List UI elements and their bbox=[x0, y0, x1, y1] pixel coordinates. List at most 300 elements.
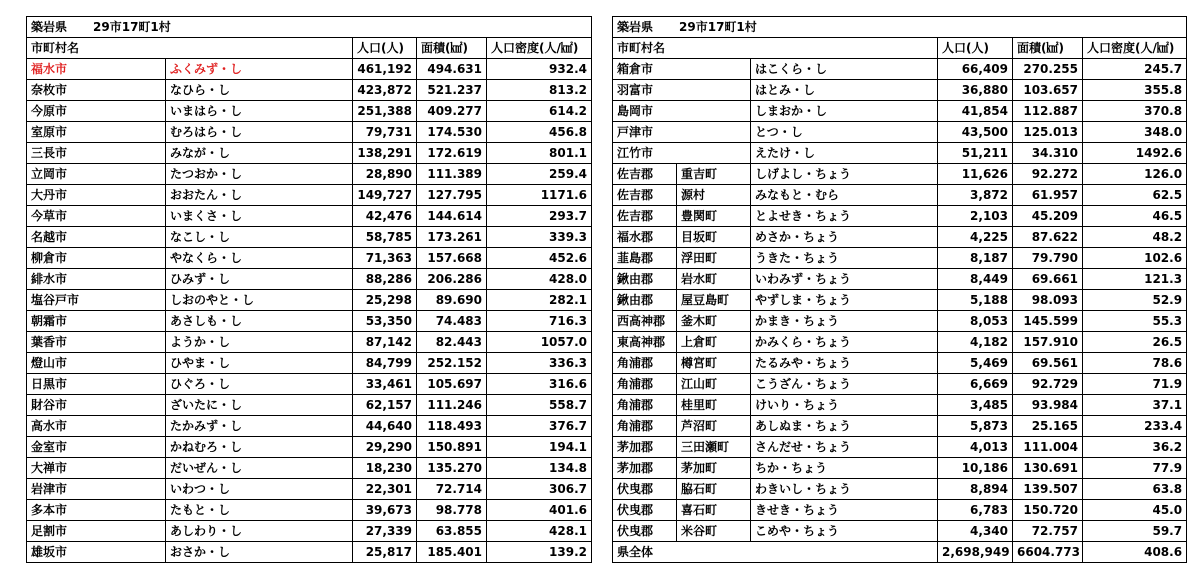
municipality-name: 桂里町 bbox=[677, 395, 751, 416]
area-value: 82.443 bbox=[417, 332, 487, 353]
density-value: 259.4 bbox=[487, 164, 592, 185]
density-value: 370.8 bbox=[1083, 101, 1187, 122]
table-row bbox=[27, 542, 592, 563]
density-value: 456.8 bbox=[487, 122, 592, 143]
population-value: 18,230 bbox=[353, 458, 417, 479]
population-value: 461,192 bbox=[353, 59, 417, 80]
municipality-name: 葉香市 bbox=[27, 332, 166, 353]
municipality-name: 室原市 bbox=[27, 122, 166, 143]
area-value: 72.757 bbox=[1013, 521, 1083, 542]
municipality-name: 立岡市 bbox=[27, 164, 166, 185]
population-value: 88,286 bbox=[353, 269, 417, 290]
population-value: 251,388 bbox=[353, 101, 417, 122]
municipality-name: 大禅市 bbox=[27, 458, 166, 479]
district-name: 東高神郡 bbox=[613, 332, 677, 353]
area-value: 521.237 bbox=[417, 80, 487, 101]
table-row bbox=[27, 185, 592, 206]
area-value: 125.013 bbox=[1013, 122, 1083, 143]
table-row bbox=[27, 374, 592, 395]
municipality-name: 三長市 bbox=[27, 143, 166, 164]
municipality-name: 芦沼町 bbox=[677, 416, 751, 437]
municipality-reading: ようか・し bbox=[166, 332, 353, 353]
density-value: 46.5 bbox=[1083, 206, 1187, 227]
population-value: 51,211 bbox=[938, 143, 1013, 164]
population-value: 423,872 bbox=[353, 80, 417, 101]
table-row bbox=[613, 500, 1187, 521]
density-value: 48.2 bbox=[1083, 227, 1187, 248]
district-name: 角浦郡 bbox=[613, 395, 677, 416]
population-value: 43,500 bbox=[938, 122, 1013, 143]
table-row bbox=[27, 311, 592, 332]
area-value: 34.310 bbox=[1013, 143, 1083, 164]
municipality-name: 屋豆島町 bbox=[677, 290, 751, 311]
population-value: 4,225 bbox=[938, 227, 1013, 248]
municipality-reading: あしぬま・ちょう bbox=[751, 416, 938, 437]
population-value: 8,053 bbox=[938, 311, 1013, 332]
density-value: 376.7 bbox=[487, 416, 592, 437]
area-value: 157.668 bbox=[417, 248, 487, 269]
area-value: 130.691 bbox=[1013, 458, 1083, 479]
table-row bbox=[27, 290, 592, 311]
municipality-reading: いわつ・し bbox=[166, 479, 353, 500]
population-value: 8,449 bbox=[938, 269, 1013, 290]
density-value: 813.2 bbox=[487, 80, 592, 101]
area-value: 79.790 bbox=[1013, 248, 1083, 269]
municipality-reading: こめや・ちょう bbox=[751, 521, 938, 542]
density-value: 233.4 bbox=[1083, 416, 1187, 437]
municipality-name: 浮田町 bbox=[677, 248, 751, 269]
table-row bbox=[27, 500, 592, 521]
municipality-reading: やなくら・し bbox=[166, 248, 353, 269]
population-value: 5,873 bbox=[938, 416, 1013, 437]
municipality-reading: とよせき・ちょう bbox=[751, 206, 938, 227]
total-row bbox=[613, 542, 1187, 563]
municipality-name: 大丹市 bbox=[27, 185, 166, 206]
table-row bbox=[613, 290, 1187, 311]
municipality-name: 日黒市 bbox=[27, 374, 166, 395]
population-value: 36,880 bbox=[938, 80, 1013, 101]
municipality-name: 茅加町 bbox=[677, 458, 751, 479]
area-value: 92.272 bbox=[1013, 164, 1083, 185]
area-value: 72.714 bbox=[417, 479, 487, 500]
table-row bbox=[27, 395, 592, 416]
density-value: 558.7 bbox=[487, 395, 592, 416]
density-value: 62.5 bbox=[1083, 185, 1187, 206]
density-value: 134.8 bbox=[487, 458, 592, 479]
population-value: 6,783 bbox=[938, 500, 1013, 521]
density-value: 26.5 bbox=[1083, 332, 1187, 353]
municipality-reading: あさしも・し bbox=[166, 311, 353, 332]
table-row bbox=[27, 80, 592, 101]
municipality-count: 29市17町1村 bbox=[93, 20, 171, 34]
density-value: 45.0 bbox=[1083, 500, 1187, 521]
density-value: 52.9 bbox=[1083, 290, 1187, 311]
table-row bbox=[27, 101, 592, 122]
population-value: 5,188 bbox=[938, 290, 1013, 311]
area-value: 185.401 bbox=[417, 542, 487, 563]
table-title-row bbox=[613, 17, 1187, 38]
total-area: 6604.773 bbox=[1013, 542, 1083, 563]
municipality-reading: ひぐろ・し bbox=[166, 374, 353, 395]
population-value: 10,186 bbox=[938, 458, 1013, 479]
municipality-reading: むろはら・し bbox=[166, 122, 353, 143]
municipality-name: 岩水町 bbox=[677, 269, 751, 290]
population-value: 39,673 bbox=[353, 500, 417, 521]
table-row bbox=[27, 437, 592, 458]
municipality-reading: めさか・ちょう bbox=[751, 227, 938, 248]
density-value: 126.0 bbox=[1083, 164, 1187, 185]
density-value: 316.6 bbox=[487, 374, 592, 395]
municipality-reading: ひやま・し bbox=[166, 353, 353, 374]
district-name: 茅加郡 bbox=[613, 458, 677, 479]
density-value: 1057.0 bbox=[487, 332, 592, 353]
area-value: 150.720 bbox=[1013, 500, 1083, 521]
municipality-name: 雄坂市 bbox=[27, 542, 166, 563]
population-value: 3,872 bbox=[938, 185, 1013, 206]
population-value: 33,461 bbox=[353, 374, 417, 395]
density-value: 36.2 bbox=[1083, 437, 1187, 458]
population-value: 84,799 bbox=[353, 353, 417, 374]
municipality-name: 財谷市 bbox=[27, 395, 166, 416]
header-area: 面積(㎢) bbox=[417, 38, 487, 59]
population-value: 4,013 bbox=[938, 437, 1013, 458]
area-value: 111.004 bbox=[1013, 437, 1083, 458]
density-value: 1171.6 bbox=[487, 185, 592, 206]
municipality-reading: いまはら・し bbox=[166, 101, 353, 122]
density-value: 293.7 bbox=[487, 206, 592, 227]
municipality-reading: いわみず・ちょう bbox=[751, 269, 938, 290]
municipality-name: 豊関町 bbox=[677, 206, 751, 227]
municipality-reading: うきた・ちょう bbox=[751, 248, 938, 269]
table-row bbox=[613, 164, 1187, 185]
table-row bbox=[613, 395, 1187, 416]
table-row bbox=[613, 437, 1187, 458]
municipality-reading: けいり・ちょう bbox=[751, 395, 938, 416]
area-value: 127.795 bbox=[417, 185, 487, 206]
population-value: 8,894 bbox=[938, 479, 1013, 500]
population-value: 44,640 bbox=[353, 416, 417, 437]
population-value: 138,291 bbox=[353, 143, 417, 164]
table-row bbox=[613, 227, 1187, 248]
header-density: 人口密度(人/㎢) bbox=[487, 38, 592, 59]
municipality-reading: かまき・ちょう bbox=[751, 311, 938, 332]
municipality-name: 塩谷戸市 bbox=[27, 290, 166, 311]
municipality-reading: えたけ・し bbox=[751, 143, 938, 164]
area-value: 111.389 bbox=[417, 164, 487, 185]
population-value: 11,626 bbox=[938, 164, 1013, 185]
density-value: 306.7 bbox=[487, 479, 592, 500]
municipality-name: 柳倉市 bbox=[27, 248, 166, 269]
table-row bbox=[27, 479, 592, 500]
municipality-reading: とつ・し bbox=[751, 122, 938, 143]
municipality-name: 岩津市 bbox=[27, 479, 166, 500]
table-row bbox=[27, 122, 592, 143]
table-row bbox=[27, 248, 592, 269]
table-row bbox=[27, 59, 592, 80]
table-row bbox=[613, 80, 1187, 101]
population-value: 62,157 bbox=[353, 395, 417, 416]
area-value: 61.957 bbox=[1013, 185, 1083, 206]
header-population: 人口(人) bbox=[938, 38, 1013, 59]
area-value: 409.277 bbox=[417, 101, 487, 122]
table-title-row bbox=[27, 17, 592, 38]
table-row bbox=[613, 185, 1187, 206]
density-value: 55.3 bbox=[1083, 311, 1187, 332]
area-value: 111.246 bbox=[417, 395, 487, 416]
density-value: 801.1 bbox=[487, 143, 592, 164]
density-value: 59.7 bbox=[1083, 521, 1187, 542]
population-value: 79,731 bbox=[353, 122, 417, 143]
municipality-reading: かねむろ・し bbox=[166, 437, 353, 458]
density-value: 77.9 bbox=[1083, 458, 1187, 479]
density-value: 428.0 bbox=[487, 269, 592, 290]
district-name: 伏曳郡 bbox=[613, 500, 677, 521]
municipality-name: 源村 bbox=[677, 185, 751, 206]
density-value: 339.3 bbox=[487, 227, 592, 248]
district-name: 佐吉郡 bbox=[613, 185, 677, 206]
table-row bbox=[613, 458, 1187, 479]
table-row bbox=[27, 416, 592, 437]
area-value: 144.614 bbox=[417, 206, 487, 227]
table-row bbox=[613, 374, 1187, 395]
population-value: 8,187 bbox=[938, 248, 1013, 269]
density-value: 716.3 bbox=[487, 311, 592, 332]
area-value: 145.599 bbox=[1013, 311, 1083, 332]
district-name: 伏曳郡 bbox=[613, 521, 677, 542]
table-row bbox=[613, 101, 1187, 122]
density-value: 121.3 bbox=[1083, 269, 1187, 290]
prefecture-name: 築岩県 bbox=[31, 20, 68, 34]
municipality-reading: こうざん・ちょう bbox=[751, 374, 938, 395]
municipality-reading: きせき・ちょう bbox=[751, 500, 938, 521]
municipality-name: 福水市 bbox=[27, 59, 166, 80]
population-value: 58,785 bbox=[353, 227, 417, 248]
area-value: 74.483 bbox=[417, 311, 487, 332]
density-value: 348.0 bbox=[1083, 122, 1187, 143]
area-value: 63.855 bbox=[417, 521, 487, 542]
table-row bbox=[27, 206, 592, 227]
left-municipality-table bbox=[26, 16, 592, 563]
municipality-reading: なひら・し bbox=[166, 80, 353, 101]
district-name: 角浦郡 bbox=[613, 353, 677, 374]
municipality-reading: ざいたに・し bbox=[166, 395, 353, 416]
municipality-name: 高水市 bbox=[27, 416, 166, 437]
municipality-name: 燈山市 bbox=[27, 353, 166, 374]
area-value: 69.661 bbox=[1013, 269, 1083, 290]
area-value: 118.493 bbox=[417, 416, 487, 437]
density-value: 71.9 bbox=[1083, 374, 1187, 395]
density-value: 452.6 bbox=[487, 248, 592, 269]
area-value: 174.530 bbox=[417, 122, 487, 143]
population-value: 42,476 bbox=[353, 206, 417, 227]
area-value: 98.093 bbox=[1013, 290, 1083, 311]
district-name: 韮島郡 bbox=[613, 248, 677, 269]
municipality-reading: わきいし・ちょう bbox=[751, 479, 938, 500]
municipality-reading: だいぜん・し bbox=[166, 458, 353, 479]
density-value: 355.8 bbox=[1083, 80, 1187, 101]
density-value: 245.7 bbox=[1083, 59, 1187, 80]
population-value: 3,485 bbox=[938, 395, 1013, 416]
municipality-reading: あしわり・し bbox=[166, 521, 353, 542]
municipality-name: 重吉町 bbox=[677, 164, 751, 185]
district-name: 伏曳郡 bbox=[613, 479, 677, 500]
table-row bbox=[613, 353, 1187, 374]
municipality-reading: ちか・ちょう bbox=[751, 458, 938, 479]
density-value: 37.1 bbox=[1083, 395, 1187, 416]
table-row bbox=[27, 353, 592, 374]
density-value: 282.1 bbox=[487, 290, 592, 311]
municipality-name: 米谷町 bbox=[677, 521, 751, 542]
area-value: 69.561 bbox=[1013, 353, 1083, 374]
table-row bbox=[613, 269, 1187, 290]
area-value: 112.887 bbox=[1013, 101, 1083, 122]
table-row bbox=[27, 332, 592, 353]
district-name: 鍬由郡 bbox=[613, 269, 677, 290]
district-name: 佐吉郡 bbox=[613, 206, 677, 227]
density-value: 932.4 bbox=[487, 59, 592, 80]
municipality-reading: おさか・し bbox=[166, 542, 353, 563]
municipality-name: 奈枚市 bbox=[27, 80, 166, 101]
table-row bbox=[27, 164, 592, 185]
table-row bbox=[613, 248, 1187, 269]
municipality-reading: たかみず・し bbox=[166, 416, 353, 437]
district-name: 西高神郡 bbox=[613, 311, 677, 332]
header-row bbox=[27, 38, 592, 59]
municipality-reading: しげよし・ちょう bbox=[751, 164, 938, 185]
table-row bbox=[27, 269, 592, 290]
table-row bbox=[27, 227, 592, 248]
area-value: 89.690 bbox=[417, 290, 487, 311]
total-population: 2,698,949 bbox=[938, 542, 1013, 563]
municipality-reading: たつおか・し bbox=[166, 164, 353, 185]
header-population: 人口(人) bbox=[353, 38, 417, 59]
population-value: 66,409 bbox=[938, 59, 1013, 80]
area-value: 98.778 bbox=[417, 500, 487, 521]
total-label: 県全体 bbox=[613, 542, 938, 563]
municipality-reading: たるみや・ちょう bbox=[751, 353, 938, 374]
municipality-reading: しおのやと・し bbox=[166, 290, 353, 311]
municipality-name: 喜石町 bbox=[677, 500, 751, 521]
table-row bbox=[613, 59, 1187, 80]
area-value: 105.697 bbox=[417, 374, 487, 395]
population-value: 25,298 bbox=[353, 290, 417, 311]
population-value: 22,301 bbox=[353, 479, 417, 500]
municipality-reading: みなが・し bbox=[166, 143, 353, 164]
district-name: 鍬由郡 bbox=[613, 290, 677, 311]
municipality-reading: みなもと・むら bbox=[751, 185, 938, 206]
density-value: 78.6 bbox=[1083, 353, 1187, 374]
district-name: 角浦郡 bbox=[613, 416, 677, 437]
municipality-reading: はとみ・し bbox=[751, 80, 938, 101]
population-value: 6,669 bbox=[938, 374, 1013, 395]
area-value: 157.910 bbox=[1013, 332, 1083, 353]
population-value: 41,854 bbox=[938, 101, 1013, 122]
density-value: 336.3 bbox=[487, 353, 592, 374]
table-row bbox=[613, 416, 1187, 437]
area-value: 270.255 bbox=[1013, 59, 1083, 80]
municipality-reading: はこくら・し bbox=[751, 59, 938, 80]
density-value: 63.8 bbox=[1083, 479, 1187, 500]
municipality-reading: おおたん・し bbox=[166, 185, 353, 206]
area-value: 25.165 bbox=[1013, 416, 1083, 437]
table-row bbox=[613, 206, 1187, 227]
municipality-count: 29市17町1村 bbox=[679, 20, 757, 34]
municipality-name: 箱倉市 bbox=[613, 59, 751, 80]
population-value: 4,340 bbox=[938, 521, 1013, 542]
municipality-reading: やずしま・ちょう bbox=[751, 290, 938, 311]
table-row bbox=[613, 143, 1187, 164]
table-row bbox=[27, 458, 592, 479]
area-value: 494.631 bbox=[417, 59, 487, 80]
municipality-reading: さんだせ・ちょう bbox=[751, 437, 938, 458]
header-row bbox=[613, 38, 1187, 59]
area-value: 150.891 bbox=[417, 437, 487, 458]
table-row bbox=[613, 332, 1187, 353]
total-density: 408.6 bbox=[1083, 542, 1187, 563]
population-value: 53,350 bbox=[353, 311, 417, 332]
municipality-reading: かみくら・ちょう bbox=[751, 332, 938, 353]
population-value: 149,727 bbox=[353, 185, 417, 206]
table-row bbox=[27, 521, 592, 542]
population-value: 4,182 bbox=[938, 332, 1013, 353]
area-value: 206.286 bbox=[417, 269, 487, 290]
header-density: 人口密度(人/㎢) bbox=[1083, 38, 1187, 59]
municipality-name: 目坂町 bbox=[677, 227, 751, 248]
district-name: 茅加郡 bbox=[613, 437, 677, 458]
prefecture-name: 築岩県 bbox=[617, 20, 654, 34]
district-name: 佐吉郡 bbox=[613, 164, 677, 185]
municipality-name: 今草市 bbox=[27, 206, 166, 227]
population-value: 71,363 bbox=[353, 248, 417, 269]
header-name: 市町村名 bbox=[613, 38, 938, 59]
table-title bbox=[613, 17, 1187, 38]
municipality-name: 多本市 bbox=[27, 500, 166, 521]
municipality-name: 緋水市 bbox=[27, 269, 166, 290]
municipality-reading: ひみず・し bbox=[166, 269, 353, 290]
density-value: 428.1 bbox=[487, 521, 592, 542]
municipality-name: 今原市 bbox=[27, 101, 166, 122]
population-value: 87,142 bbox=[353, 332, 417, 353]
area-value: 87.622 bbox=[1013, 227, 1083, 248]
density-value: 1492.6 bbox=[1083, 143, 1187, 164]
density-value: 194.1 bbox=[487, 437, 592, 458]
density-value: 139.2 bbox=[487, 542, 592, 563]
municipality-name: 江山町 bbox=[677, 374, 751, 395]
municipality-name: 羽富市 bbox=[613, 80, 751, 101]
area-value: 173.261 bbox=[417, 227, 487, 248]
area-value: 93.984 bbox=[1013, 395, 1083, 416]
area-value: 139.507 bbox=[1013, 479, 1083, 500]
area-value: 135.270 bbox=[417, 458, 487, 479]
district-name: 角浦郡 bbox=[613, 374, 677, 395]
population-value: 2,103 bbox=[938, 206, 1013, 227]
area-value: 45.209 bbox=[1013, 206, 1083, 227]
municipality-reading: たもと・し bbox=[166, 500, 353, 521]
municipality-reading: ふくみず・し bbox=[166, 59, 353, 80]
area-value: 92.729 bbox=[1013, 374, 1083, 395]
area-value: 252.152 bbox=[417, 353, 487, 374]
population-value: 25,817 bbox=[353, 542, 417, 563]
table-row bbox=[613, 122, 1187, 143]
table-row bbox=[27, 143, 592, 164]
density-value: 401.6 bbox=[487, 500, 592, 521]
municipality-name: 脇石町 bbox=[677, 479, 751, 500]
density-value: 614.2 bbox=[487, 101, 592, 122]
municipality-name: 樽宮町 bbox=[677, 353, 751, 374]
municipality-reading: いまくさ・し bbox=[166, 206, 353, 227]
municipality-reading: なこし・し bbox=[166, 227, 353, 248]
density-value: 102.6 bbox=[1083, 248, 1187, 269]
